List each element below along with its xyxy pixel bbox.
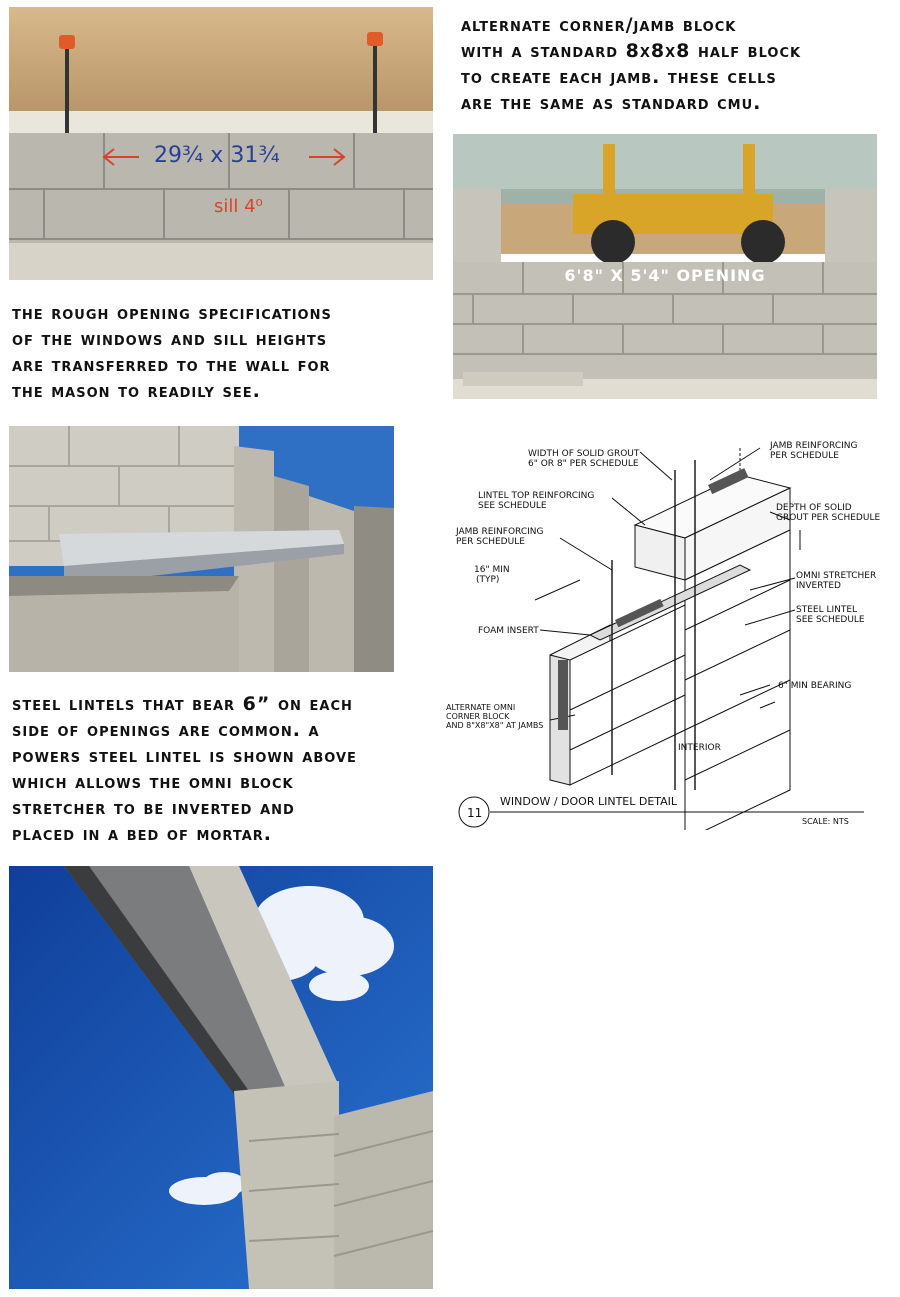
- caption-line: placed in a bed of mortar.: [12, 823, 273, 845]
- caption-line: the rough opening specifications: [12, 302, 332, 324]
- callout-lintel-top: Lintel top reinforcing: [478, 491, 595, 501]
- callout-width-grout-sub: 6" or 8" per schedule: [528, 459, 639, 469]
- callout-alt-sub: corner block: [446, 712, 510, 721]
- callout-width-grout: Width of solid grout: [528, 449, 640, 459]
- photo-lintel-sky: [9, 866, 433, 1289]
- caption-steel-lintels: [12, 691, 357, 847]
- callout-min-sub: (typ): [476, 575, 500, 585]
- photo-wall-markings: [9, 7, 433, 280]
- caption-line: are transferred to the wall for: [12, 354, 331, 376]
- callout-steel-sub: see schedule: [796, 615, 865, 625]
- callout-interior: Interior: [678, 743, 721, 753]
- wall-sill-marking: sill 4⁰: [214, 196, 263, 217]
- callout-jamb-left-sub: per schedule: [456, 537, 525, 547]
- caption-line: are the same as standard cmu.: [461, 92, 762, 114]
- callout-steel: Steel lintel: [796, 605, 858, 615]
- callout-alt: Alternate omni: [446, 703, 516, 712]
- lintel-detail-drawing: [440, 430, 900, 830]
- detail-scale: Scale: NTS: [802, 817, 849, 826]
- wall-dimension-marking: 29¾ x 31¾: [154, 143, 280, 168]
- callout-jamb-left: Jamb reinforcing: [456, 527, 544, 537]
- callout-min: 16" min: [474, 565, 510, 575]
- opening-size-label: 6'8" X 5'4" OPENING: [564, 266, 766, 285]
- caption-line: side of openings are common. a: [12, 719, 320, 741]
- callout-omni: Omni stretcher: [796, 571, 877, 581]
- photo-opening: [453, 134, 877, 399]
- callout-depth-grout-sub: grout per schedule: [776, 513, 881, 523]
- caption-line: with a standard 8x8x8 half block: [461, 40, 802, 62]
- detail-number: 11: [467, 806, 483, 820]
- detail-title: Window / door lintel detail: [500, 795, 678, 808]
- caption-line: powers steel lintel is shown above: [12, 745, 357, 767]
- photo-steel-lintel: [9, 426, 394, 672]
- caption-line: stretcher to be inverted and: [12, 797, 295, 819]
- callout-depth-grout: Depth of solid: [776, 503, 852, 513]
- caption-rough-opening: [12, 300, 332, 404]
- callout-alt-sub2: and 8"x8"x8" at jambs: [446, 721, 544, 730]
- caption-line: to create each jamb. these cells: [461, 66, 777, 88]
- callout-bearing: 6" min bearing: [778, 681, 852, 691]
- caption-line: which allows the omni block: [12, 771, 294, 793]
- caption-line: the mason to readily see.: [12, 380, 261, 402]
- caption-line: of the windows and sill heights: [12, 328, 328, 350]
- caption-line: alternate corner/jamb block: [461, 14, 737, 36]
- callout-foam: Foam insert: [478, 626, 539, 636]
- caption-line: steel lintels that bear 6” on each: [12, 693, 353, 715]
- callout-lintel-top-sub: see schedule: [478, 501, 547, 511]
- caption-jamb-block: [461, 12, 801, 116]
- callout-jamb-top-sub: per schedule: [770, 451, 839, 461]
- callout-jamb-top: Jamb reinforcing: [770, 441, 858, 451]
- callout-omni-sub: inverted: [796, 581, 841, 591]
